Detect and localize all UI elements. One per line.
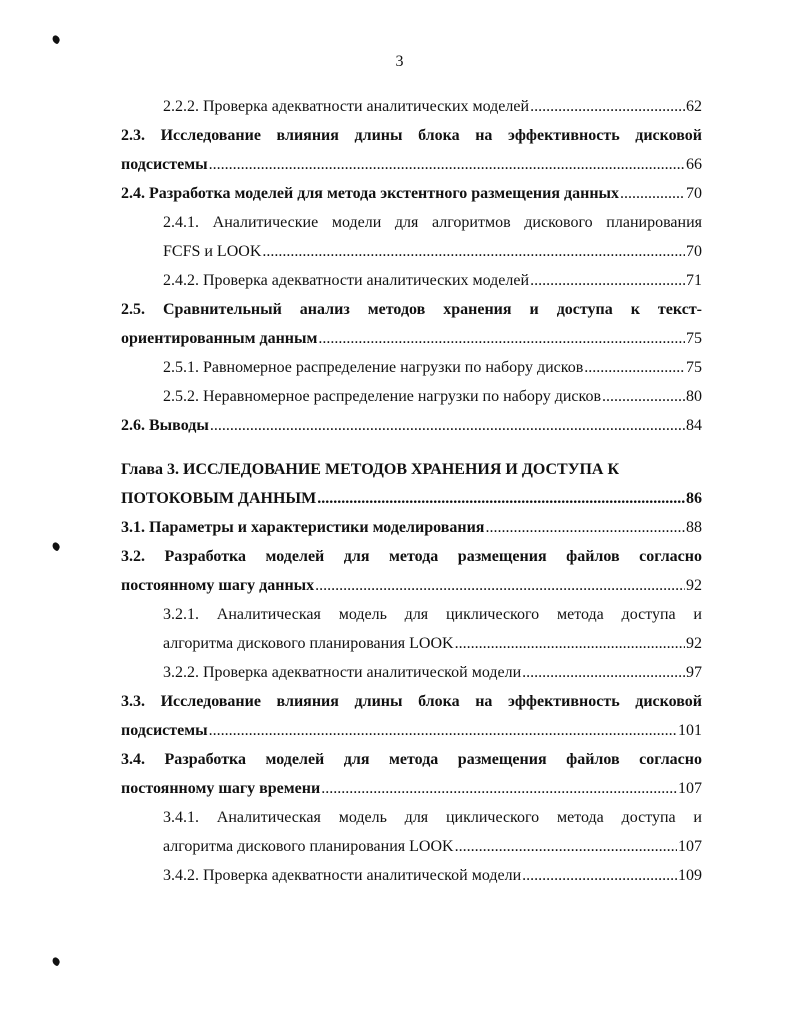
page-ref: 75 [686,359,702,376]
toc-entry-3-2-1[interactable]: алгоритма дискового планирования LOOK ..... 92 [163,629,702,658]
leader-dots [530,92,685,121]
toc-entry-3-1[interactable]: 3.1. Параметры и характеристики моделирования ..... 88 [121,513,702,542]
toc-entry-3-2-line1[interactable]: 3.2. Разработка моделей для метода размещения файлов согласно [121,548,702,565]
leader-dots [209,716,677,745]
toc-entry-3-2-2[interactable]: 3.2.2. Проверка адекватности аналитической модели ..... 97 [163,658,702,687]
page-ref: 84 [686,417,702,434]
toc-entry-2-4-2[interactable]: 2.4.2. Проверка адекватности аналитических моделей ..... 71 [163,266,702,295]
leader-dots [455,629,685,658]
page-ref: 92 [686,577,702,594]
leader-dots [209,150,685,179]
toc-entry-3-4[interactable]: постоянному шагу времени ..... 107 [121,774,702,803]
toc-chapter-3[interactable]: ПОТОКОВЫМ ДАННЫМ ..... 86 [121,484,702,513]
page-ref: 97 [686,664,702,681]
page-ref: 62 [686,98,702,115]
leader-dots [318,324,685,353]
leader-dots [602,382,685,411]
toc-entry-3-3-line1[interactable]: 3.3. Исследование влияния длины блока на эффективность дисковой [121,693,702,710]
page-ref: 71 [686,272,702,289]
toc-entry-2-5-1[interactable]: 2.5.1. Равномерное распределение нагрузки по набору дисков ..... 75 [163,353,702,382]
leader-dots [210,411,685,440]
page-ref: 80 [686,388,702,405]
scan-mark [51,34,62,44]
toc-entry-2-5[interactable]: ориентированным данным ..... 75 [121,324,702,353]
page-ref: 70 [686,243,702,260]
toc-entry-2-3-line1[interactable]: 2.3. Исследование влияния длины блока на эффективность дисковой [121,127,702,144]
page-ref: 75 [686,330,702,347]
spacer [121,440,702,455]
leader-dots [522,861,677,890]
toc-entry-2-2-2[interactable]: 2.2.2. Проверка адекватности аналитических моделей ..... 62 [163,92,702,121]
toc-entry-3-2[interactable]: постоянному шагу данных ..... 92 [121,571,702,600]
leader-dots [530,266,685,295]
toc-entry-2-4[interactable]: 2.4. Разработка моделей для метода экстентного размещения данных ..... 70 [121,179,702,208]
page-ref: 101 [678,722,702,739]
page-ref: 107 [678,838,702,855]
leader-dots [485,513,685,542]
toc-entry-2-3[interactable]: подсистемы ..... 66 [121,150,702,179]
toc-entry-2-5-line1[interactable]: 2.5. Сравнительный анализ методов хранения и доступа к текст- [121,301,702,318]
toc-entry-3-3[interactable]: подсистемы ..... 101 [121,716,702,745]
leader-dots [584,353,685,382]
toc-entry-3-4-1-line1[interactable]: 3.4.1. Аналитическая модель для циклического метода доступа и [163,809,702,826]
toc-entry-2-4-1[interactable]: FCFS и LOOK ..... 70 [163,237,702,266]
toc-entry-2-6[interactable]: 2.6. Выводы ..... 84 [121,411,702,440]
leader-dots [522,658,685,687]
toc-entry-3-4-line1[interactable]: 3.4. Разработка моделей для метода размещения файлов согласно [121,751,702,768]
table-of-contents [121,92,702,890]
page-ref: 109 [678,867,702,884]
page-ref: 92 [686,635,702,652]
leader-dots [620,179,685,208]
toc-entry-2-5-2[interactable]: 2.5.2. Неравномерное распределение нагрузки по набору дисков ..... 80 [163,382,702,411]
scan-mark [51,956,62,966]
toc-chapter-3-line1[interactable]: Глава 3. ИССЛЕДОВАНИЕ МЕТОДОВ ХРАНЕНИЯ И ДОСТУПА К [121,461,620,478]
toc-entry-3-4-2[interactable]: 3.4.2. Проверка адекватности аналитической модели ..... 109 [163,861,702,890]
page-ref: 70 [686,185,702,202]
leader-dots [317,484,685,513]
toc-entry-3-2-1-line1[interactable]: 3.2.1. Аналитическая модель для циклического метода доступа и [163,606,702,623]
leader-dots [315,571,685,600]
page-ref: 86 [686,490,702,507]
leader-dots [262,237,685,266]
scan-mark [51,541,62,551]
leader-dots [455,832,677,861]
toc-entry-2-4-1-line1[interactable]: 2.4.1. Аналитические модели для алгоритмов дискового планирования [163,214,702,231]
page-ref: 107 [678,780,702,797]
page-number: 3 [395,53,404,70]
leader-dots [321,774,677,803]
page-ref: 88 [686,519,702,536]
page-ref: 66 [686,156,702,173]
toc-entry-3-4-1[interactable]: алгоритма дискового планирования LOOK ..... 107 [163,832,702,861]
